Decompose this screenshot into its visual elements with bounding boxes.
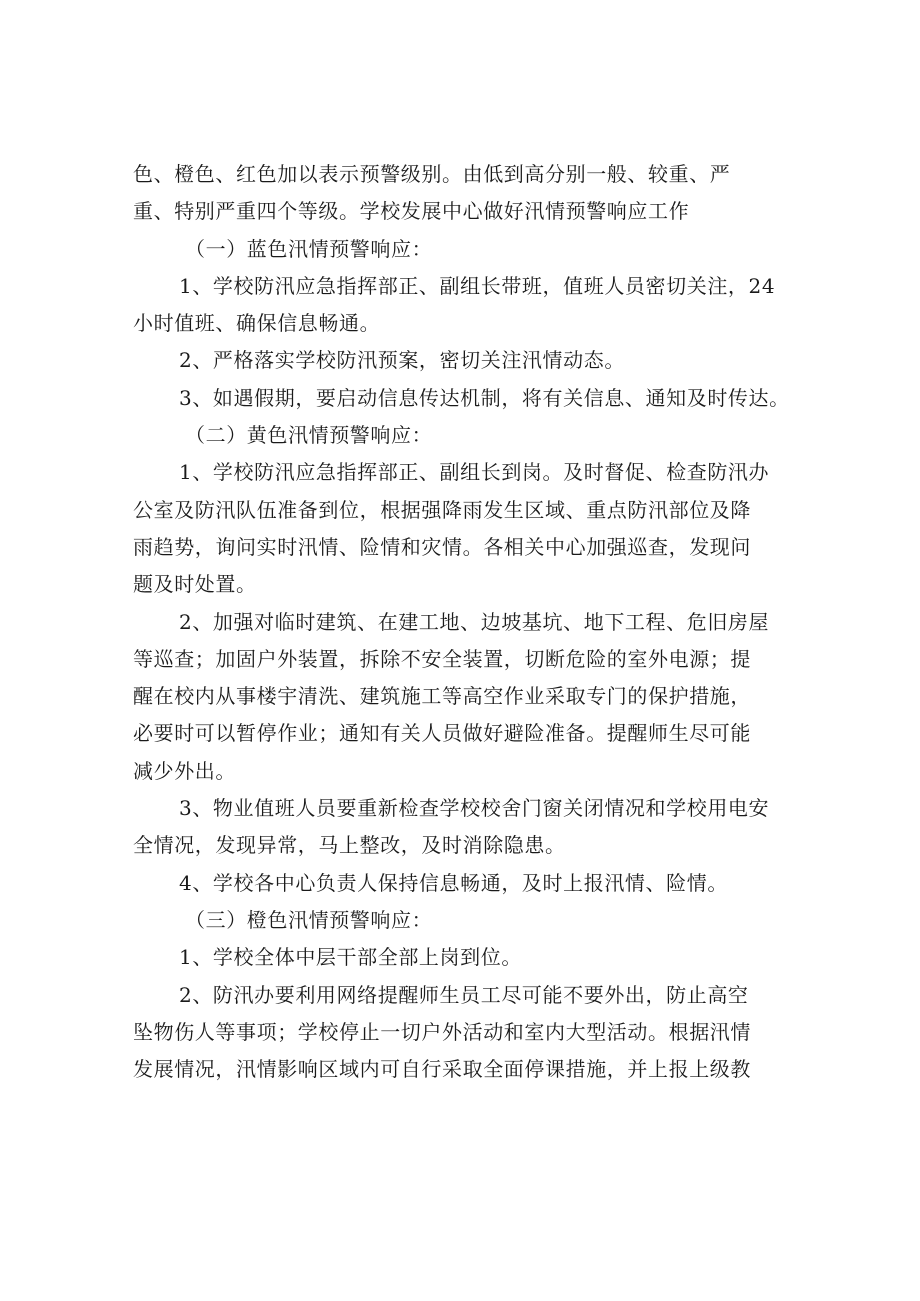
text-line: 4、学校各中心负责人保持信息畅通，及时上报汛情、险情。 <box>179 870 728 895</box>
heading-text: （三）橙色汛情预警响应： <box>185 907 433 932</box>
document-body <box>133 156 793 1088</box>
heading-text: （二）黄色汛情预警响应： <box>185 423 433 448</box>
text-line: 3、如遇假期，要启动信息传达机制，将有关信息、通知及时传达。 <box>179 385 790 410</box>
text-line: 发展情况，汛情影响区域内可自行采取全面停课措施，并上报上级教 <box>133 1057 751 1082</box>
text-line: 重、特别严重四个等级。学校发展中心做好汛情预警响应工作 <box>133 199 690 224</box>
text-line: 1、学校防汛应急指挥部正、副组长带班，值班人员密切关注，24 <box>179 273 776 298</box>
paragraph-orange-item-1 <box>133 939 793 976</box>
section-heading-blue <box>133 231 793 268</box>
text-line: 1、学校全体中层干部全部上岗到位。 <box>179 945 522 970</box>
paragraph-yellow-item-2 <box>133 604 793 790</box>
text-line: 1、学校防汛应急指挥部正、副组长到岗。及时督促、检查防汛办 <box>179 460 770 485</box>
text-line: 2、严格落实学校防汛预案，密切关注汛情动态。 <box>179 348 625 373</box>
text-line: 3、物业值班人员要重新检查学校校舍门窗关闭情况和学校用电安 <box>179 796 770 821</box>
text-line: 等巡查；加固户外装置，拆除不安全装置，切断危险的室外电源；提 <box>133 646 751 671</box>
paragraph-blue-item-3 <box>133 380 793 417</box>
text-line: 减少外出。 <box>133 758 236 783</box>
paragraph-yellow-item-4 <box>133 865 793 902</box>
text-line: 雨趋势，询问实时汛情、险情和灾情。各相关中心加强巡查，发现问 <box>133 534 751 559</box>
text-line: 坠物伤人等事项；学校停止一切户外活动和室内大型活动。根据汛情 <box>133 1019 751 1044</box>
text-line: 色、橙色、红色加以表示预警级别。由低到高分别一般、较重、严 <box>133 162 731 186</box>
paragraph-orange-item-2 <box>133 977 793 1089</box>
paragraph-blue-item-1 <box>133 268 793 343</box>
text-line: 题及时处置。 <box>133 572 257 597</box>
text-line: 小时值班、确保信息畅通。 <box>133 311 381 336</box>
text-line: 必要时可以暂停作业；通知有关人员做好避险准备。提醒师生尽可能 <box>133 721 751 746</box>
section-heading-orange <box>133 902 793 939</box>
section-heading-yellow <box>133 417 793 454</box>
text-line: 2、加强对临时建筑、在建工地、边坡基坑、地下工程、危旧房屋 <box>179 609 770 634</box>
paragraph-yellow-item-1 <box>133 454 793 603</box>
text-line: 醒在校内从事楼宇清洗、建筑施工等高空作业采取专门的保护措施， <box>133 684 751 709</box>
paragraph-blue-item-2 <box>133 342 793 379</box>
text-line: 2、防汛办要利用网络提醒师生员工尽可能不要外出，防止高空 <box>179 982 749 1007</box>
paragraph-yellow-item-3 <box>133 790 793 865</box>
text-line: 公室及防汛队伍准备到位，根据强降雨发生区域、重点防汛部位及降 <box>133 497 751 522</box>
heading-text: （一）蓝色汛情预警响应： <box>185 236 433 261</box>
text-line: 全情况，发现异常，马上整改，及时消除隐患。 <box>133 833 566 858</box>
paragraph-intro-continuation <box>133 156 793 231</box>
